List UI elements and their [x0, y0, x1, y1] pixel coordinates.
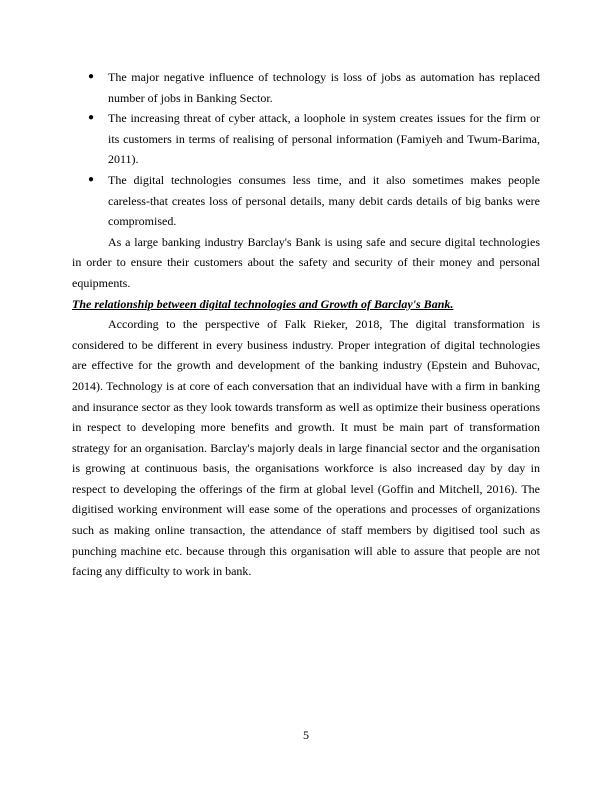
bullet-item [72, 67, 540, 108]
bullet-item [72, 170, 540, 232]
paragraph-digital-transformation: According to the perspective of Falk Rieker, 2018, The digital transformation is considered to be different in every business industry. Proper integration of digital technologies are effective for the growth and development of the banking industry (Epstein and Buhovac, 2014). Technology is at core of each conversation that an individual have with a firm in banking and insurance sector as they look towards transform as well as optimize their business operations in respect to developing more benefits and growth. It must be main part of transformation strategy for an organisation. Barclay's majorly deals in large financial sector and the organisation is growing at continuous basis, the organisations workforce is also increased day by day in respect to developing the offerings of the firm at global level (Goffin and Mitchell, 2016). The digitised working environment will ease some of the operations and processes of organizations such as making online transaction, the attendance of staff members by digitised tool such as punching machine etc. because through this organisation will able to assure that people are not facing any difficulty to work in bank. [72, 317, 540, 579]
bullet-text: The major negative influence of technology is loss of jobs as automation has replaced number of jobs in Banking Sector. [108, 70, 540, 105]
bullet-icon: ● [88, 71, 95, 82]
section-heading: The relationship between digital technologies and Growth of Barclay's Bank. [72, 296, 454, 311]
page-body [72, 67, 540, 582]
bullet-text: The digital technologies consumes less time, and it also sometimes makes people careless-that creates loss of personal details, many debit cards details of big banks were compromised. [108, 172, 540, 229]
bullet-list [72, 67, 540, 232]
bullet-icon: ● [88, 112, 95, 124]
bullet-text: The increasing threat of cyber attack, a loophole in system creates issues for the firm or its customers in terms of realising of personal information (Famiyeh and Twum-Barima, 2011). [108, 111, 540, 167]
page-number: 5 [303, 728, 309, 742]
bullet-icon: ● [88, 173, 95, 185]
bullet-item [72, 108, 540, 170]
paragraph-barclays-security: As a large banking industry Barclay's Bank is using safe and secure digital technologies in order to ensure their customers about the safety and security of their money and personal equipments. [72, 234, 540, 290]
